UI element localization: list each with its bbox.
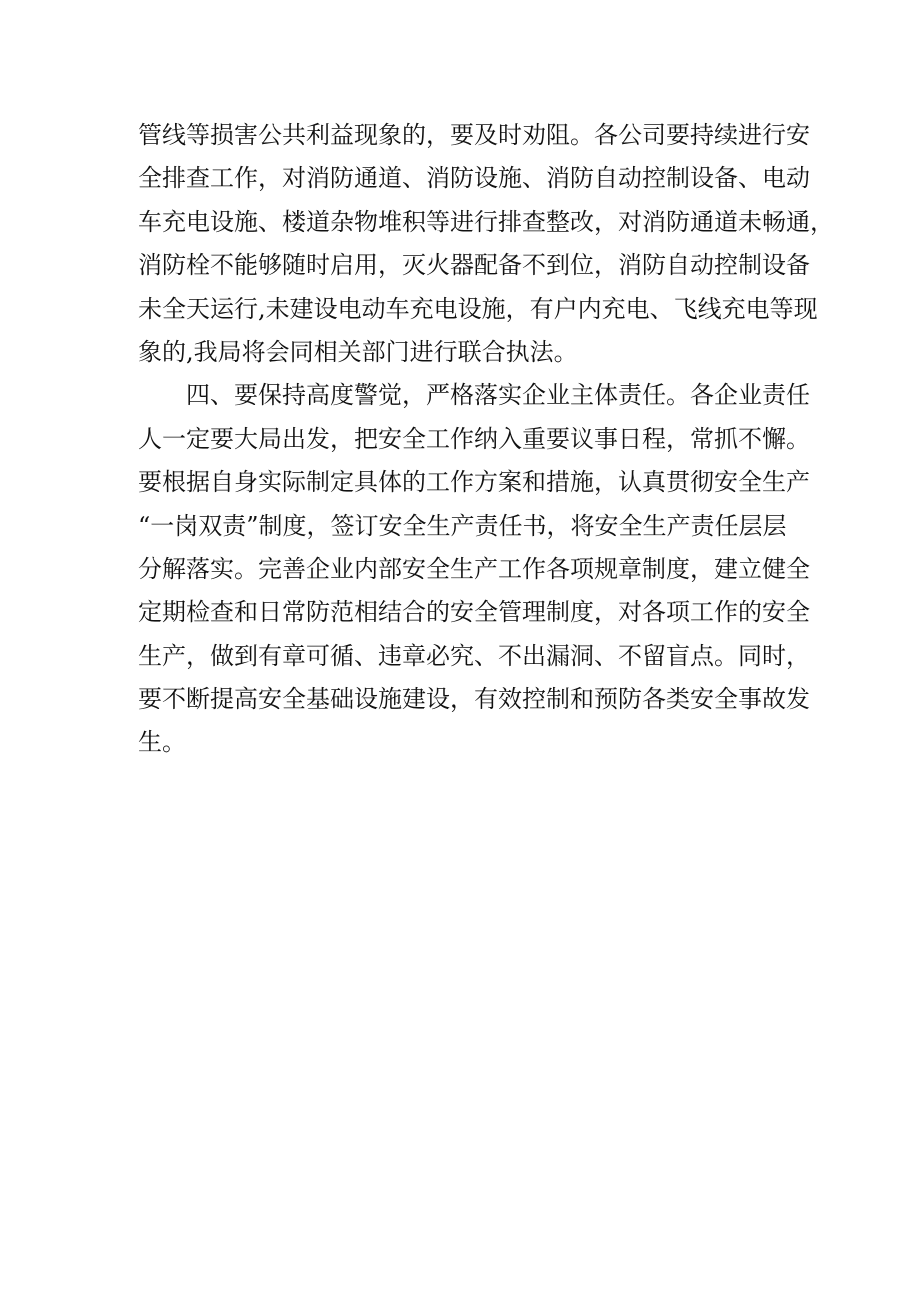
text-line: 分解落实。完善企业内部安全生产工作各项规章制度，建立健全 [138, 554, 810, 583]
text-line: 全排查工作，对消防通道、消防设施、消防自动控制设备、电动 [138, 164, 810, 193]
text-line-first-indented: 四、要保持高度警觉，严格落实企业主体责任。各企业责任 [186, 381, 810, 410]
text-line: 生产，做到有章可循、违章必究、不出漏洞、不留盲点。同时， [138, 641, 810, 670]
text-line: 生。 [138, 728, 186, 757]
text-line: 要不断提高安全基础设施建设，有效控制和预防各类安全事故发 [138, 685, 810, 714]
text-line: 要根据自身实际制定具体的工作方案和措施，认真贯彻安全生产 [138, 468, 810, 497]
text-line: 未全天运行,未建设电动车充电设施，有户内充电、飞线充电等现 [138, 294, 818, 323]
text-line: 消防栓不能够随时启用，灭火器配备不到位，消防自动控制设备 [138, 251, 810, 280]
text-line: 管线等损害公共利益现象的，要及时劝阻。各公司要持续进行安 [138, 121, 810, 149]
paragraph-continued [138, 114, 834, 374]
text-line: 象的,我局将会同相关部门进行联合执法。 [138, 337, 578, 366]
paragraph-four [138, 374, 810, 765]
text-line: 人一定要大局出发，把安全工作纳入重要议事日程，常抓不懈。 [138, 424, 810, 453]
text-line: 车充电设施、楼道杂物堆积等进行排查整改，对消防通道未畅通， [138, 207, 834, 236]
text-line: 定期检查和日常防范相结合的安全管理制度，对各项工作的安全 [138, 598, 810, 627]
document-body [138, 114, 834, 765]
text-line: “一岗双责”制度，签订安全生产责任书，将安全生产责任层层 [138, 511, 787, 540]
